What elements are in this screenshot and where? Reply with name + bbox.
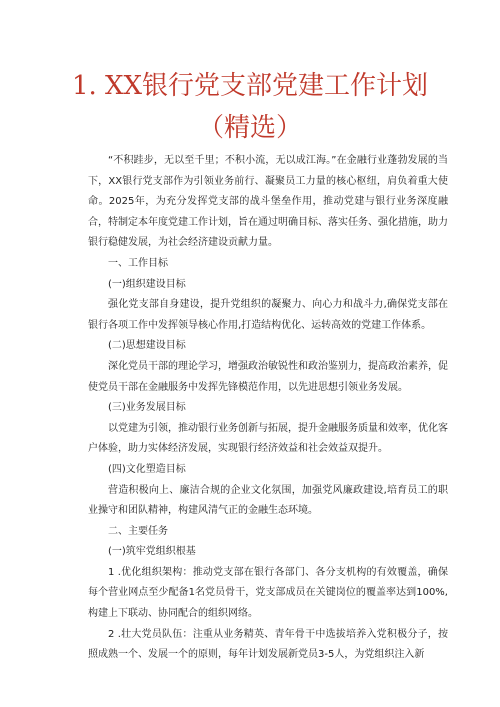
subheading-foundation: (一)筑牢党组织根基 [108, 546, 196, 558]
subheading-business: (三)业务发展目标 [108, 402, 186, 414]
document-title-line1: 1. XX银行党支部党建工作计划 [71, 71, 429, 101]
intro-paragraph: “不积跬步，无以至千里；不积小流，无以成江海。”在金融行业蓬勃发展的当下，XX银行党支部作为引领业务前行、凝聚员工力量的核心枢纽，肩负着重大使命。2025年，为充分发挥党支部的战斗堡垒作用，推动党建与银行业务深度融合，特制定本年度党建工作计划，旨在通过明确目标、落实任务、强化措施，助力银行稳健发展，为社会经济建设贡献力量。 [88, 155, 448, 249]
task-item-1: 1 .优化组织架构：推动党支部在银行各部门、各分支机构的有效覆盖，确保每个营业网点至少配备1名党员骨干，党支部成员在关键岗位的覆盖率达到100%,构建上下联动、协同配合的组织网络。 [88, 566, 448, 620]
paragraph-business: 以党建为引领，推动银行业务创新与拓展，提升金融服务质量和效率，优化客户体验，助力实体经济发展，实现银行经济效益和社会效益双提升。 [88, 422, 448, 455]
section-heading-goals: 一、工作目标 [108, 257, 168, 269]
section-heading-tasks: 二、主要任务 [108, 525, 168, 537]
task-item-2: 2 .壮大党员队伍：注重从业务精英、青年骨干中选拔培养入党积极分子，按照成熟一个、发展一个的原则，每年计划发展新党员3-5人，为党组织注入新 [88, 628, 448, 661]
subheading-ideology: (二)思想建设目标 [108, 340, 186, 352]
paragraph-ideology: 深化党员干部的理论学习，增强政治敏锐性和政治鉴别力，提高政治素养，促使党员干部在金融服务中发挥先锋模范作用，以先进思想引领业务发展。 [88, 360, 448, 393]
paragraph-culture: 营造积极向上、廉洁合规的企业文化氛围，加强党风廉政建设,培育员工的职业操守和团队精神，构建风清气正的金融生态环境。 [88, 484, 448, 517]
paragraph-organization: 强化党支部自身建设，提升党组织的凝聚力、向心力和战斗力,确保党支部在银行各项工作中发挥领导核心作用,打造结构优化、运转高效的党建工作体系。 [88, 299, 448, 331]
document-title-line2: （精选） [197, 113, 302, 143]
subheading-culture: (四)文化塑造目标 [108, 463, 186, 475]
subheading-organization: (一)组织建设目标 [108, 278, 186, 290]
document-body [88, 151, 448, 666]
